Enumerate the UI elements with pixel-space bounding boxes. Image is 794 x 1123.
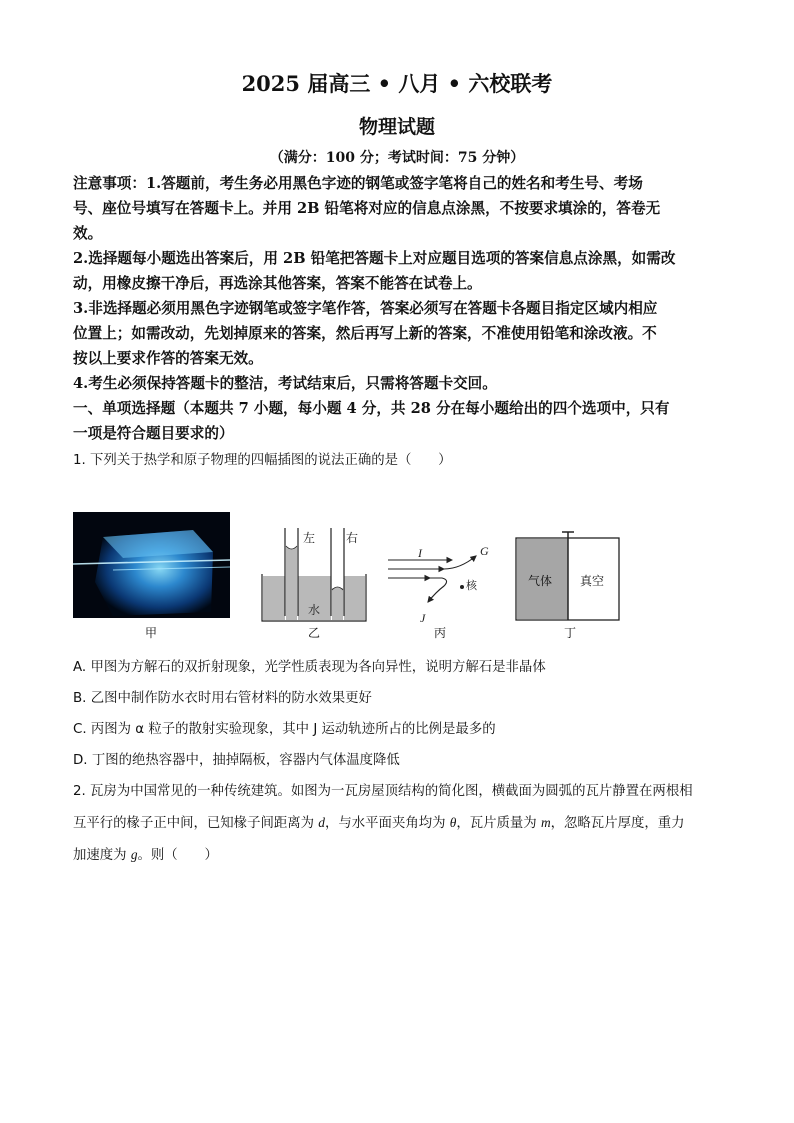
- question-2-line-1: 2. 瓦房为中国常见的一种传统建筑。如图为一瓦房屋顶结构的简化图，横截面为圆弧的瓦片静置在两根相: [73, 784, 693, 799]
- bing-label-i: I: [418, 546, 422, 560]
- notice-line: 位置上；如需改动，先划掉原来的答案，然后再写上新的答案，不准使用铅笔和涂改液。不: [73, 325, 657, 342]
- ding-label-vacuum: 真空: [580, 574, 605, 588]
- q2-text: 互平行的椽子正中间，已知椽子间距离为: [73, 816, 319, 831]
- yi-label-left: 左: [303, 531, 316, 545]
- notice-line: 按以上要求作答的答案无效。: [73, 350, 263, 367]
- notice-line: 号、座位号填写在答题卡上。并用 2B 铅笔将对应的信息点涂黑，不按要求填涂的，答卷无: [73, 200, 661, 217]
- figure-bing-scattering: [384, 540, 494, 626]
- q2-text: ，瓦片质量为: [456, 816, 541, 831]
- section-heading: 一、单项选择题（本题共 7 小题，每小题 4 分，共 28 分在每小题给出的四个选项中，只有: [73, 400, 670, 417]
- figure-yi-capillary: [258, 526, 370, 624]
- var-g: g: [130, 847, 138, 862]
- question-2-line-2: [73, 812, 685, 831]
- figure-ding-container: [514, 530, 622, 622]
- notice-line: 2.选择题每小题选出答案后，用 2B 铅笔把答题卡上对应题目选项的答案信息点涂黑，如需改: [73, 250, 676, 267]
- notice-line: 3.非选择题必须用黑色字迹钢笔或签字笔作答，答案必须写在答题卡各题目指定区域内相应: [73, 300, 658, 317]
- ding-label-gas: 气体: [528, 574, 553, 588]
- var-d: d: [318, 815, 325, 830]
- notice-line: 4.考生必须保持答题卡的整洁，考试结束后，只需将答题卡交回。: [73, 375, 497, 392]
- var-m: m: [540, 815, 551, 830]
- question-1-stem: 1. 下列关于热学和原子物理的四幅插图的说法正确的是（ ）: [73, 453, 452, 468]
- nucleus-dot: [460, 585, 464, 589]
- var-theta: θ: [449, 815, 457, 830]
- exam-title: 2025 届高三 • 八月 • 六校联考: [241, 71, 553, 96]
- notice-line: 注意事项：1.答题前，考生务必用黑色字迹的钢笔或签字笔将自己的姓名和考生号、考场: [73, 175, 643, 192]
- bing-label-nucleus: 核: [466, 579, 477, 592]
- q2-text: ，与水平面夹角均为: [325, 816, 450, 831]
- section-heading: 一项是符合题目要求的）: [73, 425, 234, 442]
- yi-label-water: 水: [308, 603, 321, 617]
- q2-text: 。则（ ）: [137, 848, 218, 863]
- q2-text: 加速度为: [73, 848, 131, 863]
- question-1-option-c: C. 丙图为 α 粒子的散射实验现象，其中 J 运动轨迹所占的比例是最多的: [73, 722, 496, 737]
- q2-text: ，忽略瓦片厚度，重力: [550, 816, 685, 831]
- bing-label-j: J: [420, 611, 426, 625]
- subject-title: 物理试题: [358, 116, 435, 138]
- notice-line: 效。: [73, 225, 103, 242]
- caption-yi: 乙: [307, 626, 320, 640]
- caption-bing: 丙: [433, 626, 446, 640]
- figure-jia-calcite-photo: [73, 512, 230, 618]
- notice-line: 动，用橡皮擦干净后，再选涂其他答案，答案不能答在试卷上。: [73, 275, 482, 292]
- bing-label-g: G: [480, 544, 489, 558]
- exam-info: （满分：100 分；考试时间：75 分钟）: [269, 150, 525, 166]
- question-1-option-d: D. 丁图的绝热容器中，抽掉隔板，容器内气体温度降低: [73, 753, 400, 768]
- question-1-option-a: A. 甲图为方解石的双折射现象，光学性质表现为各向异性，说明方解石是非晶体: [73, 660, 546, 675]
- yi-label-right: 右: [346, 531, 359, 545]
- question-1-option-b: B. 乙图中制作防水衣时用右管材料的防水效果更好: [73, 691, 372, 706]
- question-2-line-3: [73, 844, 218, 863]
- caption-ding: 丁: [563, 626, 576, 640]
- caption-jia: 甲: [144, 626, 157, 640]
